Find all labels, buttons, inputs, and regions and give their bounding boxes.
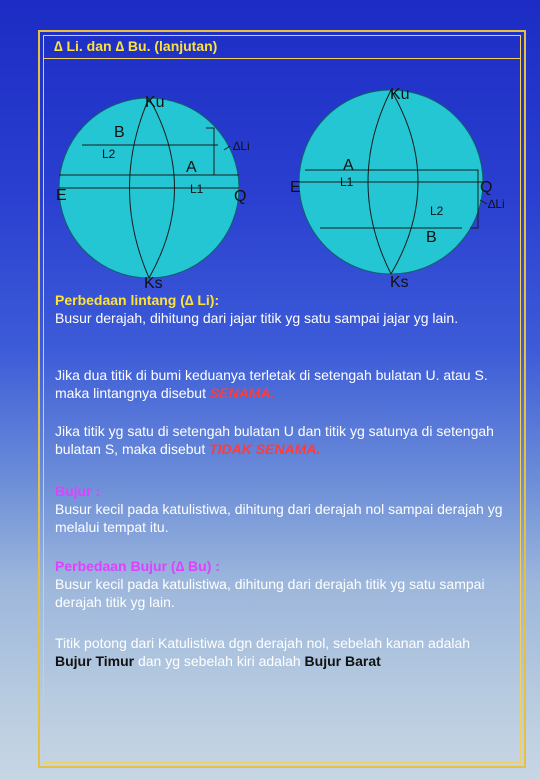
lintang-body: Busur derajah, dihitung dari jajar titik yg satu sampai jajar yg lain.	[55, 310, 459, 326]
left-delta-label: ∆Li	[233, 139, 250, 153]
right-point-a-label: A	[343, 157, 354, 174]
senama-paragraph	[55, 366, 505, 402]
bujur-body: Busur kecil pada katulistiwa, dihitung dari derajah nol sampai derajah yg melalui tempat itu.	[55, 501, 503, 535]
right-q-label: Q	[480, 179, 493, 196]
right-bottom-pole-label: Ks	[390, 274, 409, 291]
senama-emphasis: SENAMA.	[209, 385, 275, 401]
right-east-label: E	[290, 179, 301, 196]
tidak-senama-paragraph	[55, 422, 505, 458]
left-point-a-label: A	[186, 159, 197, 176]
globe-diagrams	[0, 0, 540, 300]
titik-potong-paragraph	[55, 634, 505, 670]
left-point-b-label: B	[114, 124, 125, 141]
tidak-senama-emphasis: TIDAK SENAMA.	[209, 441, 321, 457]
lintang-heading: Perbedaan lintang (∆ Li):	[55, 292, 220, 308]
slide-title: ∆ Li. dan ∆ Bu. (lanjutan)	[54, 38, 218, 54]
senama-text: Jika dua titik di bumi keduanya terletak di setengah bulatan U. atau S. maka lintangnya disebut	[55, 367, 488, 401]
beda-bujur-heading: Perbedaan Bujur (∆ Bu) :	[55, 558, 220, 574]
left-bottom-pole-label: Ks	[144, 275, 163, 292]
left-q-label: Q	[234, 188, 247, 205]
left-globe	[56, 94, 250, 292]
left-lat-top-label: L2	[102, 147, 116, 161]
right-lat-top-label: L1	[340, 175, 354, 189]
bujur-section	[55, 482, 505, 536]
right-delta-label: ∆Li	[488, 197, 505, 211]
lintang-section	[55, 291, 505, 327]
bujur-timur-term: Bujur Timur	[55, 653, 135, 669]
tidak-senama-text: Jika titik yg satu di setengah bulatan U dan titik yg satunya di setengah bulatan S, maka disebut	[55, 423, 494, 457]
left-lat-bottom-label: L1	[190, 182, 204, 196]
bujur-heading: Bujur :	[55, 483, 101, 499]
right-top-pole-label: Ku	[390, 86, 410, 103]
left-east-label: E	[56, 187, 67, 204]
right-point-b-label: B	[426, 229, 437, 246]
beda-bujur-section	[55, 557, 505, 611]
beda-bujur-body: Busur kecil pada katulistiwa, dihitung dari derajah titik yg satu sampai derajah titik yg lain.	[55, 576, 485, 610]
titik-potong-text: Titik potong dari Katulistiwa dgn derajah nol, sebelah kanan adalah	[55, 635, 471, 651]
left-top-pole-label: Ku	[145, 94, 165, 111]
right-globe	[290, 86, 505, 291]
right-lat-bottom-label: L2	[430, 204, 444, 218]
titik-potong-mid: dan yg sebelah kiri adalah	[134, 653, 305, 669]
bujur-barat-term: Bujur Barat	[304, 653, 381, 669]
